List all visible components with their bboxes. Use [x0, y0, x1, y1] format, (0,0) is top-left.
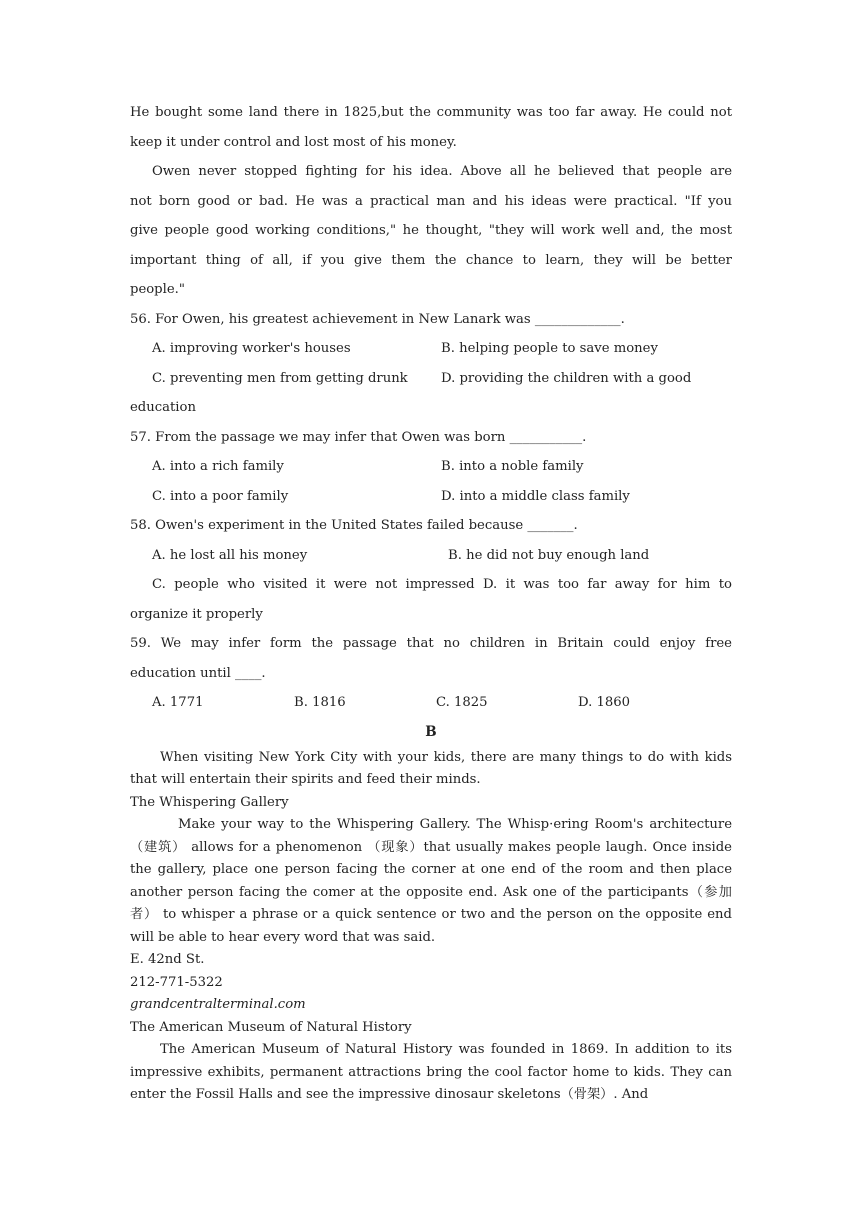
option-d-continued: education — [130, 400, 196, 415]
option-c: C. into a poor family — [152, 488, 289, 504]
attraction-title: The American Museum of Natural History — [130, 1019, 412, 1035]
option-a: A. into a rich family — [152, 459, 284, 474]
question-56 — [130, 305, 732, 423]
option-c: C. preventing men from getting drunk — [152, 370, 408, 386]
passage-line: people." — [130, 282, 185, 297]
passage-line: important thing of all, if you give them the chance to learn, they will be better — [130, 252, 732, 268]
option-c: C. 1825 — [436, 695, 488, 710]
option-a: A. he lost all his money — [152, 547, 308, 563]
question-57 — [130, 423, 732, 512]
passage-line: He bought some land there in 1825,but the community was too far away. He could not — [130, 105, 732, 120]
passage-line: not born good or bad. He was a practical man and his ideas were practical. "If you — [130, 193, 732, 209]
passage-line: Owen never stopped fighting for his idea. Above all he believed that people are — [152, 164, 732, 179]
section-label: B — [425, 723, 437, 740]
option-d: D. providing the children with a good — [441, 370, 692, 386]
option-a: A. 1771 — [152, 695, 204, 710]
option-b: B. helping people to save money — [441, 341, 658, 356]
question-stem-continued: education until ____. — [130, 665, 266, 681]
option-a: A. improving worker's houses — [152, 341, 351, 356]
option-b: B. he did not buy enough land — [448, 547, 650, 563]
attraction-title: The Whispering Gallery — [130, 794, 289, 810]
attraction-website: grandcentralterminal.com — [130, 997, 306, 1012]
passage-line: keep it under control and lost most of his money. — [130, 134, 457, 150]
option-c-d: C. people who visited it were not impressed D. it was too far away for him to — [152, 577, 732, 592]
attraction-address: E. 42nd St. — [130, 952, 205, 967]
option-d: D. 1860 — [578, 695, 631, 710]
section-intro: When visiting New York City with your kids, there are many things to do with kids that will entertain their spirits and feed their minds. — [130, 749, 732, 787]
option-b: B. 1816 — [294, 695, 346, 710]
option-d-continued: organize it properly — [130, 606, 263, 622]
passage-line: give people good working conditions," he thought, "they will work well and, the most — [130, 223, 732, 238]
attraction-phone: 212-771-5322 — [130, 974, 223, 990]
document-page — [130, 98, 732, 1107]
question-59 — [130, 629, 732, 718]
attraction-description: The American Museum of Natural History was founded in 1869. In addition to its impressive exhibits, permanent attractions bring the cool factor home to kids. They can enter the Fossil Halls and see the impressive dinosaur skeletons（骨架）. And — [130, 1042, 732, 1102]
question-stem: 58. Owen's experiment in the United States failed because _______. — [130, 518, 578, 533]
question-stem: 56. For Owen, his greatest achievement in New Lanark was _____________. — [130, 311, 625, 327]
question-stem: 59. We may infer form the passage that no children in Britain could enjoy free — [130, 636, 732, 651]
option-b: B. into a noble family — [441, 459, 584, 474]
attraction-description: Make your way to the Whispering Gallery. The Whisp·ering Room's architecture（建筑） allows for a phenomenon （现象）that usually makes people laugh. Once inside the gallery, place one person facing the corner at one end of the room and then place another person facing the comer at the opposite end. Ask one of the participants（参加者） to whisper a phrase or a quick sentence or two and the person on the opposite end will be able to hear every word that was said. — [130, 817, 732, 945]
question-58 — [130, 511, 732, 629]
question-stem: 57. From the passage we may infer that Owen was born ___________. — [130, 429, 587, 445]
option-d: D. into a middle class family — [441, 488, 630, 504]
